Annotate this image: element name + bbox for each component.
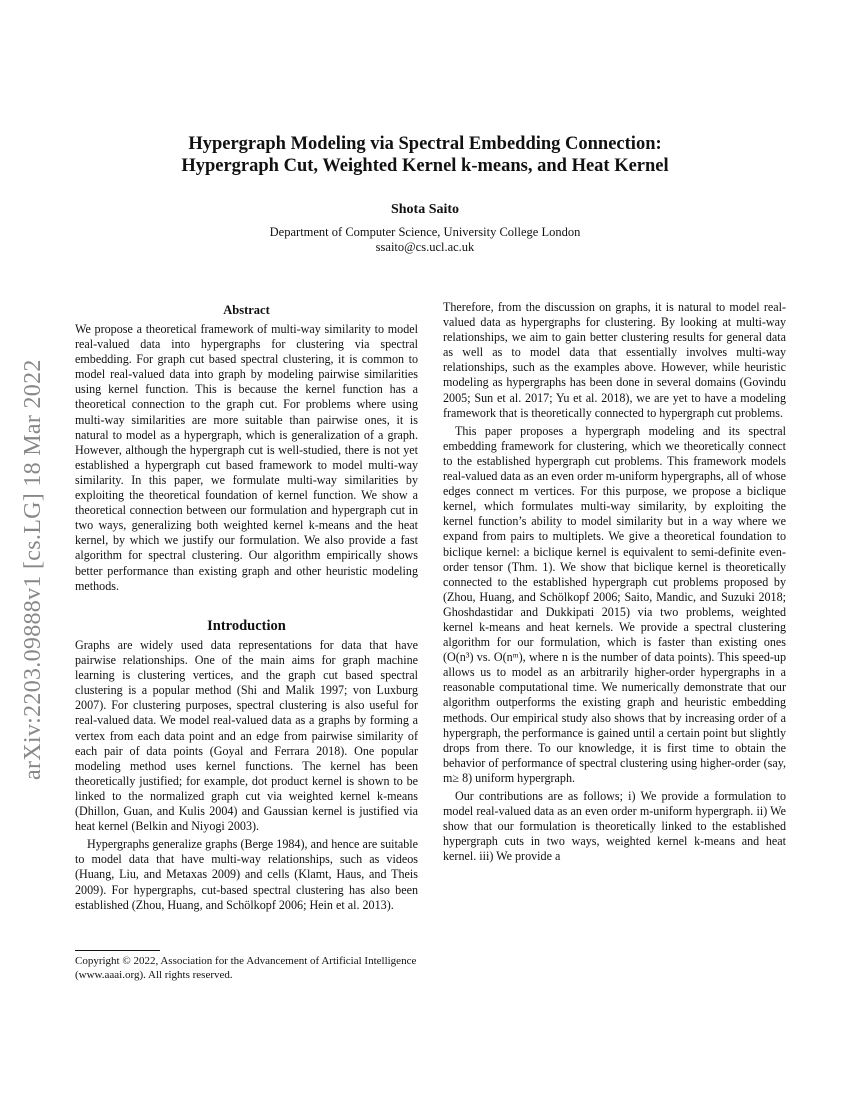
paragraph: This paper proposes a hypergraph modeling and its spectral embedding framework for clustering, which we theoretically connect to the established hypergraph cut problems. This framework models real-valued data as an even order m-uniform hypergraphs, all of whose edges connect m vertices. For this purpose, we propose a biclique kernel, which formulates multi-way similarity, by exploiting the kernel function’s ability to model similarity but in a way where we expand from pairs to multiplets. We give a theoretical foundation to biclique kernel: a biclique kernel is equivalent to semi-definite even-order tensor (Thm. 1). We show that biclique kernel is theoretically connected to the established hypergraph cut problems proposed by (Zhou, Huang, and Schölkopf 2006; Saito, Mandic, and Suzuki 2018; Ghoshdastidar and Dukkipati 2015) via two problems, weighted kernel k-means and heat kernels. We provide a spectral clustering algorithm for our formulation, which is faster than existing ones (O(n³) vs. O(nᵐ), where n is the number of data points). This speed-up allows us to model as an arbitrarily higher-order hypergraphs in a reasonable computational time. We numerically demonstrate that our algorithm outperforms the existing graph and heuristic embedding methods. Our empirical study also shows that by increasing order of a hypergraph, the performance is gained until a certain point but slightly drops from there. To our knowledge, it is first time to obtain the behavior of performance of spectral clustering using higher-order (say, m≥ 8) uniform hypergraph. [443,423,786,785]
footnote-divider [75,950,160,951]
title-line-2: Hypergraph Cut, Weighted Kernel k-means, and Heat Kernel [181,156,669,176]
author-affiliation [80,225,770,255]
paragraph: Our contributions are as follows; i) We provide a formulation to model real-valued data as an even order m-uniform hypergraph. ii) We show that our formulation is theoretically linked to the established hypergraph cuts in two ways, weighted kernel k-means and heat kernel. iii) We provide a [443,789,786,864]
paragraph: Therefore, from the discussion on graphs, it is natural to model real-valued data as hypergraphs for clustering. By looking at multi-way relationships, we aim to gain better clustering results for general data as well as to model data that essentially involves multi-way relationships, such as the examples above. However, while heuristic modeling as hypergraphs has been done in several domains (Govindu 2005; Sun et al. 2017; Yu et al. 2018), we are yet to have a modeling framework that is theoretically connected to hypergraph cut problems. [443,300,786,420]
paper-title [80,133,770,177]
abstract-heading: Abstract [223,303,270,317]
paragraph: Graphs are widely used data representations for data that have pairwise relationships. One of the main aims for graph machine learning is clustering vertices, and the graph cut based spectral clustering is a popular method (Shi and Malik 1997; von Luxburg 2007). For clustering purposes, spectral clustering is also useful for real-valued data. We model real-valued data as a graphs by forming a vertex from each data point and an edge from pairwise similarity of each pair of data points (Goyal and Ferrara 2018). One popular modeling method uses kernel functions. The kernel has been theoretically justified; for example, dot product kernel is shown to be linked to the normalized graph cut via weighted kernel k-means (Dhillon, Guan, and Kulis 2004) and Gaussian kernel is justified via heat kernel (Belkin and Niyogi 2003). [75,638,418,834]
title-line-1: Hypergraph Modeling via Spectral Embedding Connection: [188,134,662,154]
author-name: Shota Saito [390,202,460,217]
copyright-footnote: Copyright © 2022, Association for the Advancement of Artificial Intelligence (www.aaai.org). All rights reserved. [75,955,417,981]
email: ssaito@cs.ucl.ac.uk [375,240,475,254]
paragraph: Hypergraphs generalize graphs (Berge 1984), and hence are suitable to model data that have multi-way relationships, such as videos (Huang, Liu, and Metaxas 2009) and cells (Klamt, Haus, and Theis 2009). For hypergraphs, cut-based spectral clustering has also been established (Zhou, Huang, and Schölkopf 2006; Hein et al. 2013). [75,837,418,912]
introduction-heading: Introduction [207,618,286,634]
affiliation: Department of Computer Science, University College London [269,225,581,239]
abstract-body [75,322,418,594]
abstract-text: We propose a theoretical framework of multi-way similarity to model real-valued data into hypergraphs for clustering via spectral embedding. For graph cut based spectral clustering, it is common to model real-valued data into graph by modeling pairwise similarities using kernel function. This is because the kernel function has a theoretical connection to the graph cut. For problems where using multi-way similarities are more suitable than pairwise ones, it is natural to model as a hypergraph, which is generalization of a graph. However, although the hypergraph cut is well-studied, there is not yet established a hypergraph cut based framework to model multi-way similarity. In this paper, we formulate multi-way similarities by exploiting the theoretical foundation of kernel function. We show a theoretical connection between our formulation and hypergraph cut in two ways, generalizing both weighted kernel k-means and the heat kernel, by which we justify our formulation. We also provide a fast algorithm for spectral clustering. Our algorithm empirically shows better performance than existing graph and other heuristic modeling methods. [75,322,418,593]
introduction-body [75,638,418,913]
arxiv-identifier-stamp: arXiv:2203.09888v1 [cs.LG] 18 Mar 2022 [20,359,46,780]
right-column-body [443,300,786,864]
